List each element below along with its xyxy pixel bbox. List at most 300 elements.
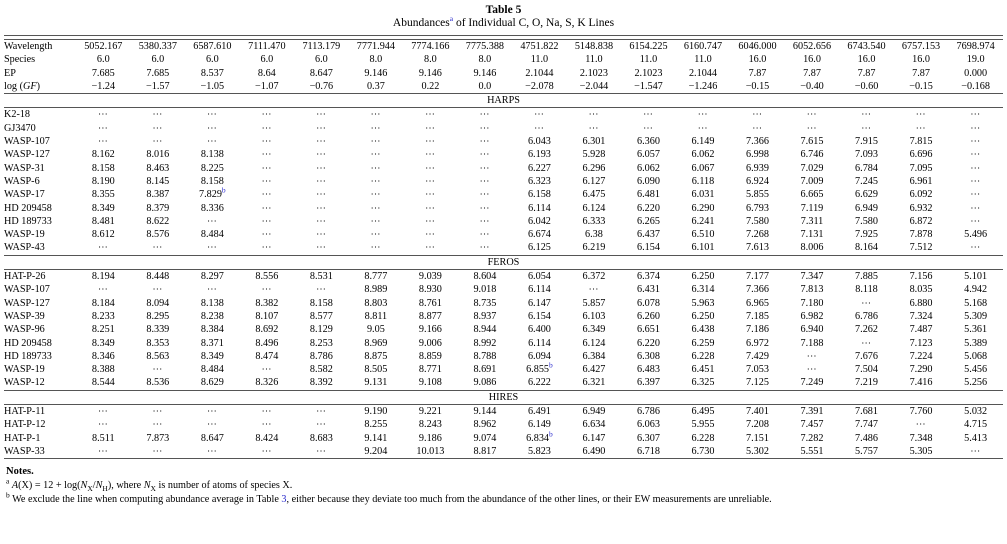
table-title bbox=[4, 14, 1003, 30]
data-cell: 6.438 bbox=[691, 324, 715, 336]
data-cell bbox=[403, 135, 458, 148]
data-cell: 5.032 bbox=[964, 406, 988, 418]
data-cell: 6.665 bbox=[800, 189, 824, 201]
empty-value-icon: ⋯ bbox=[370, 189, 382, 201]
empty-value-icon: ⋯ bbox=[315, 162, 327, 174]
data-cell: 8.612 bbox=[91, 229, 115, 241]
data-cell: 6.475 bbox=[582, 189, 606, 201]
empty-value-icon: ⋯ bbox=[315, 136, 327, 148]
header-wavelength-cell: 6154.225 bbox=[629, 41, 668, 52]
data-cell: 8.692 bbox=[255, 324, 279, 336]
table-caption bbox=[4, 4, 1003, 30]
data-cell bbox=[567, 108, 622, 121]
data-cell: 8.647 bbox=[200, 432, 224, 444]
empty-value-icon: ⋯ bbox=[479, 122, 491, 134]
data-cell: 6.054 bbox=[527, 271, 551, 283]
empty-value-icon: ⋯ bbox=[152, 419, 164, 431]
data-cell bbox=[294, 188, 349, 201]
empty-value-icon: ⋯ bbox=[370, 149, 382, 161]
empty-value-icon: ⋯ bbox=[806, 109, 818, 121]
empty-value-icon: ⋯ bbox=[152, 445, 164, 457]
data-cell: 6.495 bbox=[691, 406, 715, 418]
header-loggf-cell: −0.168 bbox=[961, 80, 990, 92]
data-cell: 6.265 bbox=[636, 215, 660, 227]
note-a-sub1: X bbox=[87, 484, 93, 494]
data-cell: 6.222 bbox=[527, 377, 551, 389]
data-cell: 6.090 bbox=[636, 175, 660, 187]
data-cell: 9.221 bbox=[418, 406, 442, 418]
data-cell: 8.622 bbox=[146, 215, 170, 227]
data-cell: 6.431 bbox=[636, 284, 660, 296]
header-species-cell: 16.0 bbox=[803, 54, 821, 66]
table-body bbox=[4, 36, 1003, 460]
empty-value-icon: ⋯ bbox=[479, 242, 491, 254]
table-row bbox=[4, 350, 1003, 363]
data-cell: 8.184 bbox=[91, 297, 115, 309]
data-cell bbox=[294, 202, 349, 215]
data-cell: 8.094 bbox=[146, 297, 170, 309]
data-cell: 6.939 bbox=[746, 162, 769, 174]
header-species-cell: 8.0 bbox=[424, 54, 437, 66]
data-cell: 8.243 bbox=[418, 419, 442, 431]
data-cell: 8.771 bbox=[418, 364, 442, 376]
data-cell: 9.108 bbox=[418, 377, 442, 389]
data-cell: 6.158 bbox=[527, 189, 551, 201]
data-cell: 8.944 bbox=[473, 324, 497, 336]
header-wavelength-cell: 6160.747 bbox=[683, 41, 723, 52]
data-cell bbox=[131, 135, 186, 148]
empty-value-icon: ⋯ bbox=[315, 202, 327, 214]
data-cell: 5.361 bbox=[964, 324, 988, 336]
data-cell: 8.735 bbox=[473, 297, 497, 309]
header-wavelength-cell: 7775.388 bbox=[465, 41, 504, 52]
header-loggf-cell: 0.22 bbox=[421, 80, 440, 92]
empty-value-icon: ⋯ bbox=[970, 189, 982, 201]
data-cell: 7.009 bbox=[800, 175, 824, 187]
empty-value-icon: ⋯ bbox=[315, 229, 327, 241]
data-cell: 7.219 bbox=[855, 377, 878, 389]
header-loggf-cell: −0.60 bbox=[854, 80, 879, 92]
header-ep-cell: 2.1044 bbox=[525, 67, 554, 79]
data-cell: 9.186 bbox=[418, 432, 442, 444]
data-cell bbox=[730, 108, 785, 121]
data-cell: 6.259 bbox=[691, 337, 715, 349]
data-cell: 9.131 bbox=[364, 377, 388, 389]
data-cell bbox=[894, 418, 949, 431]
data-cell: 7.268 bbox=[746, 229, 769, 241]
data-cell: 5.068 bbox=[964, 350, 988, 362]
data-cell bbox=[131, 241, 186, 255]
table-title-text-rest: of Individual C, O, Na, S, K Lines bbox=[453, 17, 615, 29]
data-cell: 6.149 bbox=[527, 419, 551, 431]
header-wavelength-cell: 7774.166 bbox=[411, 41, 450, 52]
table-title-text: Abundances bbox=[392, 17, 450, 29]
data-cell bbox=[240, 148, 295, 161]
data-cell bbox=[458, 135, 513, 148]
note-a-part5: N bbox=[95, 480, 103, 492]
header-loggf-label bbox=[4, 80, 76, 94]
data-cell bbox=[948, 135, 1003, 148]
data-cell: 7.366 bbox=[746, 284, 769, 296]
data-cell: 8.474 bbox=[255, 350, 279, 362]
data-cell bbox=[240, 405, 295, 418]
empty-value-icon: ⋯ bbox=[861, 122, 872, 134]
note-b-table-link[interactable]: 3 bbox=[281, 494, 287, 506]
data-cell bbox=[948, 175, 1003, 188]
header-wavelength-cell: 6052.656 bbox=[792, 41, 832, 52]
data-cell: 5.168 bbox=[964, 297, 988, 309]
header-loggf-cell: −1.05 bbox=[200, 80, 225, 92]
data-cell bbox=[240, 135, 295, 148]
row-label: WASP-12 bbox=[4, 377, 45, 389]
data-cell bbox=[403, 175, 458, 188]
data-cell: 5.456 bbox=[964, 364, 988, 376]
data-cell: 6.260 bbox=[636, 310, 660, 322]
header-species-cell: 6.0 bbox=[314, 54, 328, 66]
data-cell: 6.325 bbox=[691, 377, 715, 389]
data-cell: 9.074 bbox=[473, 432, 497, 444]
data-cell: 6.696 bbox=[909, 149, 933, 161]
empty-value-icon: ⋯ bbox=[479, 109, 491, 121]
data-cell: 7.347 bbox=[800, 271, 824, 283]
data-cell: 6.374 bbox=[636, 271, 660, 283]
data-cell: 9.141 bbox=[364, 432, 388, 444]
data-cell bbox=[349, 188, 404, 201]
header-loggf-cell: 0.0 bbox=[478, 80, 492, 92]
empty-value-icon: ⋯ bbox=[370, 136, 382, 148]
data-cell: 6.063 bbox=[636, 419, 660, 431]
header-wavelength-cell: 7113.179 bbox=[302, 41, 341, 52]
data-cell bbox=[294, 108, 349, 121]
data-cell: 7.681 bbox=[855, 406, 878, 418]
data-cell: 6.872 bbox=[909, 215, 933, 227]
header-species-cell: 11.0 bbox=[694, 54, 712, 66]
data-cell bbox=[894, 108, 949, 121]
data-cell: 7.416 bbox=[909, 377, 933, 389]
empty-value-icon: ⋯ bbox=[261, 162, 273, 174]
empty-value-icon: ⋯ bbox=[370, 122, 382, 134]
empty-value-icon: ⋯ bbox=[206, 136, 218, 148]
note-a-part8: is number of atoms of species X. bbox=[155, 480, 293, 492]
data-cell: 6.451 bbox=[691, 364, 715, 376]
data-cell: 6.228 bbox=[691, 432, 715, 444]
header-ep-cell: 8.537 bbox=[200, 67, 224, 79]
data-cell: 7.224 bbox=[909, 350, 933, 362]
data-cell: 7.815 bbox=[909, 136, 933, 148]
data-cell bbox=[948, 202, 1003, 215]
empty-value-icon: ⋯ bbox=[315, 406, 327, 418]
data-cell: 6.078 bbox=[636, 297, 660, 309]
data-cell bbox=[294, 148, 349, 161]
data-cell: 8.481 bbox=[91, 215, 115, 227]
empty-value-icon: ⋯ bbox=[534, 109, 545, 121]
data-cell: 7.186 bbox=[746, 324, 769, 336]
empty-value-icon: ⋯ bbox=[970, 149, 982, 161]
data-cell: 8.336 bbox=[200, 202, 224, 214]
header-ep-cell: 7.87 bbox=[748, 67, 767, 79]
empty-value-icon: ⋯ bbox=[806, 122, 818, 134]
empty-value-icon: ⋯ bbox=[806, 364, 818, 376]
empty-value-icon: ⋯ bbox=[206, 406, 218, 418]
section-header-row bbox=[4, 391, 1003, 405]
data-cell bbox=[403, 241, 458, 255]
header-species bbox=[4, 53, 1003, 66]
empty-value-icon: ⋯ bbox=[806, 350, 818, 362]
data-cell bbox=[839, 108, 894, 121]
empty-value-icon: ⋯ bbox=[915, 122, 927, 134]
table-row bbox=[4, 188, 1003, 201]
data-cell bbox=[948, 148, 1003, 161]
data-cell bbox=[785, 363, 840, 376]
data-cell: 9.144 bbox=[473, 406, 497, 418]
header-wavelength-cell: 6587.610 bbox=[193, 41, 232, 52]
data-cell bbox=[785, 108, 840, 121]
data-cell: 6.314 bbox=[691, 284, 715, 296]
data-cell bbox=[240, 241, 295, 255]
empty-value-icon: ⋯ bbox=[152, 136, 164, 148]
data-cell bbox=[76, 135, 131, 148]
row-label: K2-18 bbox=[4, 109, 31, 121]
note-a-sub2: H bbox=[102, 484, 108, 494]
notes-heading: Notes. bbox=[6, 466, 34, 478]
header-wavelength bbox=[4, 40, 1003, 53]
data-cell: 5.101 bbox=[964, 271, 988, 283]
data-cell: 9.166 bbox=[418, 324, 442, 336]
data-cell bbox=[240, 188, 295, 201]
data-cell: 8.349 bbox=[91, 202, 115, 214]
data-cell bbox=[458, 148, 513, 161]
data-cell bbox=[839, 337, 894, 350]
empty-value-icon: ⋯ bbox=[261, 242, 273, 254]
data-cell bbox=[458, 215, 513, 228]
data-cell: 8.379 bbox=[146, 202, 170, 214]
header-ep-cell: 7.87 bbox=[912, 67, 930, 79]
data-cell: 7.262 bbox=[855, 324, 878, 336]
data-cell: 8.387 bbox=[146, 189, 170, 201]
data-cell bbox=[403, 122, 458, 135]
empty-value-icon: ⋯ bbox=[261, 445, 273, 457]
table-row bbox=[4, 376, 1003, 390]
data-cell: 7.324 bbox=[909, 310, 933, 322]
table-row bbox=[4, 241, 1003, 255]
data-cell: 8.158 bbox=[309, 297, 333, 309]
data-cell: 7.249 bbox=[800, 377, 824, 389]
table-row bbox=[4, 175, 1003, 188]
header-loggf-cell: −1.24 bbox=[91, 80, 116, 92]
empty-value-icon: ⋯ bbox=[261, 202, 273, 214]
row-label: WASP-127 bbox=[4, 297, 50, 309]
data-cell: 4.942 bbox=[964, 284, 988, 296]
row-label: WASP-17 bbox=[4, 189, 45, 201]
data-cell: 7.615 bbox=[800, 136, 824, 148]
data-cell: 6.961 bbox=[909, 175, 933, 187]
data-cell: 6.400 bbox=[527, 324, 551, 336]
data-cell: 8.353 bbox=[146, 337, 170, 349]
empty-value-icon: ⋯ bbox=[370, 109, 382, 121]
data-cell: 7.391 bbox=[800, 406, 824, 418]
table-rule bbox=[4, 459, 1003, 460]
data-cell bbox=[349, 162, 404, 175]
empty-value-icon: ⋯ bbox=[424, 109, 436, 121]
data-cell bbox=[294, 215, 349, 228]
data-cell bbox=[349, 148, 404, 161]
data-cell bbox=[349, 175, 404, 188]
data-cell: 8.194 bbox=[91, 271, 115, 283]
empty-value-icon: ⋯ bbox=[588, 284, 600, 296]
table-row bbox=[4, 323, 1003, 336]
header-species-cell: 11.0 bbox=[639, 54, 658, 66]
data-cell: 6.149 bbox=[691, 136, 715, 148]
data-cell: 5.413 bbox=[964, 432, 988, 444]
data-cell: 7.290 bbox=[909, 364, 933, 376]
data-cell: 8.138 bbox=[200, 149, 224, 161]
data-cell bbox=[131, 363, 186, 376]
row-label: WASP-31 bbox=[4, 162, 45, 174]
data-cell: 6.718 bbox=[636, 445, 660, 457]
header-wavelength-label: Wavelength bbox=[4, 41, 53, 52]
data-cell bbox=[839, 122, 894, 135]
data-cell: 6.147 bbox=[582, 432, 606, 444]
row-label: WASP-107 bbox=[4, 136, 50, 148]
empty-value-icon: ⋯ bbox=[206, 122, 218, 134]
data-cell: 6.125 bbox=[527, 242, 551, 254]
empty-value-icon: ⋯ bbox=[97, 284, 109, 296]
data-cell: 6.094 bbox=[527, 350, 551, 362]
note-a-part3: N bbox=[80, 480, 88, 492]
data-cell bbox=[621, 108, 676, 121]
data-cell: 6.308 bbox=[636, 350, 660, 362]
note-a bbox=[6, 476, 1003, 494]
data-cell bbox=[403, 228, 458, 241]
data-cell: 6.397 bbox=[636, 377, 660, 389]
data-cell: 6.101 bbox=[691, 242, 715, 254]
data-cell: 9.018 bbox=[473, 284, 497, 296]
data-cell bbox=[294, 445, 349, 459]
empty-value-icon: ⋯ bbox=[261, 136, 273, 148]
data-cell: 6.510 bbox=[691, 229, 715, 241]
header-ep-cell: 7.685 bbox=[91, 67, 115, 79]
header-wavelength-cell: 7698.974 bbox=[956, 41, 995, 52]
data-cell: 7.401 bbox=[746, 406, 769, 418]
data-cell: 7.487 bbox=[909, 324, 933, 336]
data-cell: 7.366 bbox=[746, 136, 769, 148]
data-cell: 8.582 bbox=[309, 364, 333, 376]
data-cell bbox=[185, 241, 240, 255]
data-cell: 6.250 bbox=[691, 271, 715, 283]
data-cell: 8.604 bbox=[473, 271, 497, 283]
data-cell: 8.251 bbox=[91, 324, 115, 336]
data-cell bbox=[785, 350, 840, 363]
data-cell: 7.915 bbox=[855, 136, 878, 148]
table-row bbox=[4, 283, 1003, 296]
header-species-cell: 16.0 bbox=[912, 54, 930, 66]
empty-value-icon: ⋯ bbox=[970, 122, 982, 134]
empty-value-icon: ⋯ bbox=[261, 175, 273, 187]
data-cell: 6.062 bbox=[691, 149, 715, 161]
data-cell: 6.323 bbox=[527, 175, 551, 187]
empty-value-icon: ⋯ bbox=[261, 364, 273, 376]
data-cell: 8.556 bbox=[255, 271, 279, 283]
row-label: WASP-96 bbox=[4, 324, 45, 336]
data-cell: 6.437 bbox=[636, 229, 660, 241]
data-cell bbox=[403, 202, 458, 215]
header-species-cell: 19.0 bbox=[966, 54, 985, 66]
data-cell bbox=[240, 162, 295, 175]
empty-value-icon: ⋯ bbox=[206, 109, 218, 121]
data-cell: 7.282 bbox=[800, 432, 824, 444]
data-cell: 6.042 bbox=[527, 215, 551, 227]
data-cell bbox=[948, 188, 1003, 201]
data-cell: 6.154 bbox=[527, 310, 551, 322]
data-cell: 8.761 bbox=[418, 297, 442, 309]
data-cell: 7.429 bbox=[746, 350, 769, 362]
header-species-cell: 6.0 bbox=[151, 54, 165, 66]
data-cell: 7.580 bbox=[855, 215, 878, 227]
data-cell: 8.326 bbox=[255, 377, 279, 389]
data-cell bbox=[294, 405, 349, 418]
table-notes bbox=[4, 465, 1003, 507]
note-b-marker: b bbox=[6, 490, 10, 500]
header-loggf-cell: −1.07 bbox=[255, 80, 279, 92]
table-row bbox=[4, 148, 1003, 161]
header-ep-cell: 9.146 bbox=[473, 67, 497, 79]
data-cell: 9.204 bbox=[364, 445, 388, 457]
data-cell: 6.067 bbox=[691, 162, 715, 174]
data-cell: 7.095 bbox=[909, 162, 933, 174]
data-cell: 8.531 bbox=[309, 271, 333, 283]
header-species-cell: 6.0 bbox=[260, 54, 274, 66]
data-cell: 7.829$^b$ bbox=[198, 185, 226, 201]
data-cell: 8.496 bbox=[255, 337, 279, 349]
header-ep-cell: 8.647 bbox=[309, 67, 333, 79]
data-cell bbox=[185, 405, 240, 418]
empty-value-icon: ⋯ bbox=[424, 122, 436, 134]
header-ep bbox=[4, 67, 1003, 80]
data-cell bbox=[948, 108, 1003, 121]
data-cell bbox=[294, 122, 349, 135]
data-cell: 8.544 bbox=[91, 377, 115, 389]
header-species-cell: 8.0 bbox=[478, 54, 492, 66]
data-cell: 8.006 bbox=[800, 242, 824, 254]
data-cell: 8.992 bbox=[473, 337, 497, 349]
data-cell bbox=[785, 122, 840, 135]
data-cell: 5.302 bbox=[746, 445, 769, 457]
data-cell bbox=[131, 283, 186, 296]
data-cell: 7.177 bbox=[746, 271, 769, 283]
data-cell: 6.301 bbox=[582, 136, 606, 148]
header-wavelength-cell: 5052.167 bbox=[84, 41, 123, 52]
data-cell bbox=[894, 122, 949, 135]
data-cell: 5.955 bbox=[691, 419, 715, 431]
data-cell: 9.05 bbox=[366, 324, 385, 336]
empty-value-icon: ⋯ bbox=[424, 175, 436, 187]
empty-value-icon: ⋯ bbox=[479, 162, 491, 174]
data-cell: 5.309 bbox=[964, 310, 988, 322]
empty-value-icon: ⋯ bbox=[424, 242, 436, 254]
data-cell bbox=[403, 148, 458, 161]
data-cell: 6.786 bbox=[636, 406, 660, 418]
data-cell bbox=[76, 445, 131, 459]
header-ep-cell: 7.87 bbox=[803, 67, 821, 79]
data-cell: 8.255 bbox=[364, 419, 388, 431]
data-cell bbox=[294, 228, 349, 241]
data-cell: 6.880 bbox=[909, 297, 933, 309]
empty-value-icon: ⋯ bbox=[752, 109, 763, 121]
data-cell bbox=[131, 418, 186, 431]
data-cell: 7.185 bbox=[746, 310, 769, 322]
empty-value-icon: ⋯ bbox=[970, 445, 982, 457]
empty-value-icon: ⋯ bbox=[970, 109, 982, 121]
